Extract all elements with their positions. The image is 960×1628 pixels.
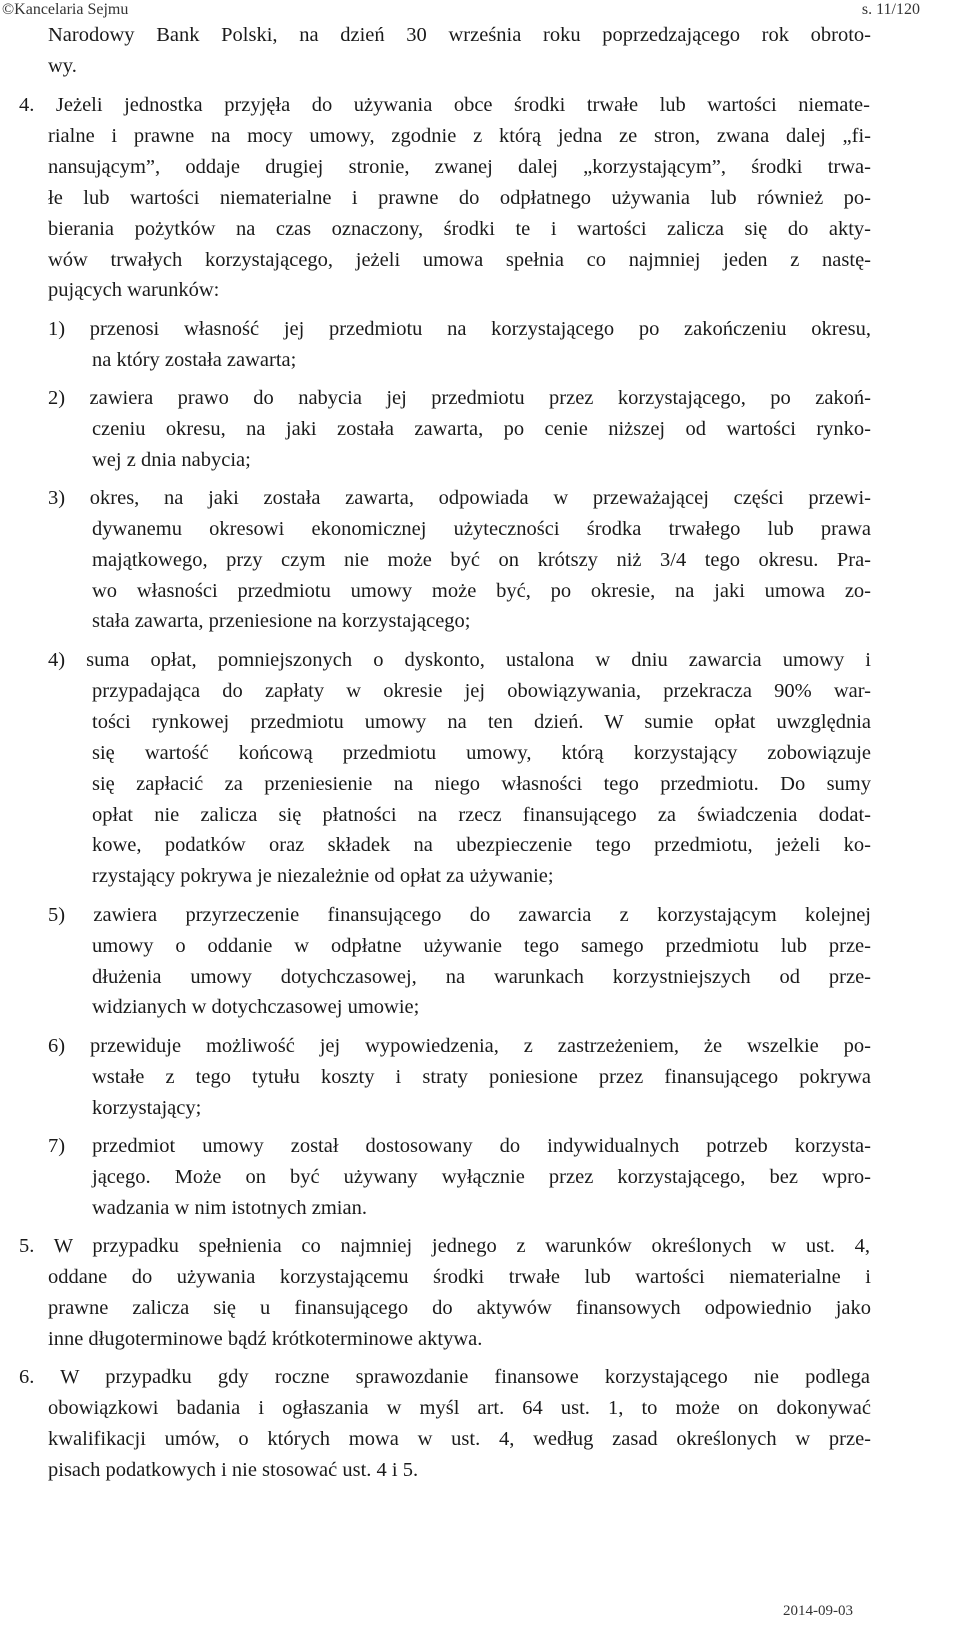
list-item-line: 4) suma opłat, pomniejszonych o dyskonto, ustalona w dniu zawarcia umowy i [48, 649, 871, 671]
text-line: prawne zalicza się u finansującego do aktywów finansowych odpowiednio jako [48, 1297, 871, 1319]
text-line: łe lub wartości niematerialne i prawne do odpłatnego używania lub również po- [48, 187, 871, 209]
text-line: nansującym”, oddaje drugiej stronie, zwanej dalej „korzystającym”, środki trwa- [48, 156, 871, 178]
text-line: oddane do używania korzystającemu środki trwałe lub wartości niematerialne i [48, 1266, 871, 1288]
list-item-line: korzystający; [92, 1097, 202, 1119]
list-item-line: dywanemu okresowi ekonomicznej użyteczności środka trwałego lub prawa [92, 518, 871, 540]
list-item-line: dłużenia umowy dotychczasowej, na warunkach korzystniejszych od prze- [92, 966, 871, 988]
list-item-line: 3) okres, na jaki została zawarta, odpowiada w przeważającej części przewi- [48, 487, 871, 509]
list-item-line: widzianych w dotychczasowej umowie; [92, 996, 420, 1018]
list-item-line: wstałe z tego tytułu koszty i straty poniesione przez finansującego pokrywa [92, 1066, 871, 1088]
text-line: wów trwałych korzystającego, jeżeli umowa spełnia co najmniej jeden z nastę- [48, 249, 871, 271]
text-line: 4. Jeżeli jednostka przyjęła do używania obce środki trwałe lub wartości niemate- [19, 94, 870, 116]
footer-date: 2014-09-03 [783, 1603, 853, 1619]
list-item-line: 1) przenosi własność jej przedmiotu na korzystającego po zakończeniu okresu, [48, 318, 871, 340]
list-item-line: się zapłacić za przeniesienie na niego własności tego przedmiotu. Do sumy [92, 773, 871, 795]
list-item-line: tości rynkowej przedmiotu umowy na ten dzień. W sumie opłat uwzględnia [92, 711, 871, 733]
list-item-line: stała zawarta, przeniesione na korzystającego; [92, 610, 471, 632]
text-line: obowiązkowi badania i ogłaszania w myśl art. 64 ust. 1, to może on dokonywać [48, 1397, 871, 1419]
list-item-line: przypadająca do zapłaty w okresie jej obowiązywania, przekracza 90% war- [92, 680, 871, 702]
list-item-line: 2) zawiera prawo do nabycia jej przedmiotu przez korzystającego, po zakoń- [48, 387, 871, 409]
list-item-line: wej z dnia nabycia; [92, 449, 251, 471]
list-item-line: wo własności przedmiotu umowy może być, po okresie, na jaki umowa zo- [92, 580, 871, 602]
list-item-line: kowe, podatków oraz składek na ubezpieczenie tego przedmiotu, jeżeli ko- [92, 834, 871, 856]
list-item-line: czeniu okresu, na jaki została zawarta, po cenie niższej od wartości rynko- [92, 418, 871, 440]
text-line: rialne i prawne na mocy umowy, zgodnie z którą jedna ze stron, zwana dalej „fi- [48, 125, 871, 147]
text-line: 6. W przypadku gdy roczne sprawozdanie finansowe korzystającego nie podlega [19, 1366, 870, 1388]
text-line: pujących warunków: [48, 279, 220, 301]
list-item-line: 5) zawiera przyrzeczenie finansującego do zawarcia z korzystającym kolejnej [48, 904, 871, 926]
list-item-line: się wartość końcową przedmiotu umowy, którą korzystający zobowiązuje [92, 742, 871, 764]
list-item-line: opłat nie zalicza się płatności na rzecz finansującego za świadczenia dodat- [92, 804, 871, 826]
list-item-line: 7) przedmiot umowy został dostosowany do indywidualnych potrzeb korzysta- [48, 1135, 871, 1157]
list-item-line: wadzania w nim istotnych zmian. [92, 1197, 367, 1219]
page-number: s. 11/120 [861, 1, 920, 18]
text-line: 5. W przypadku spełnienia co najmniej jednego z warunków określonych w ust. 4, [19, 1235, 870, 1257]
text-line: pisach podatkowych i nie stosować ust. 4 i 5. [48, 1459, 419, 1481]
text-line: kwalifikacji umów, o których mowa w ust. 4, według zasad określonych w prze- [48, 1428, 871, 1450]
list-item-line: umowy o oddanie w odpłatne używanie tego samego przedmiotu lub prze- [92, 935, 871, 957]
list-item-line: majątkowego, przy czym nie może być on krótszy niż 3/4 tego okresu. Pra- [92, 549, 871, 571]
list-item-line: jącego. Może on być używany wyłącznie przez korzystającego, bez wpro- [92, 1166, 871, 1188]
list-item-line: 6) przewiduje możliwość jej wypowiedzenia, z zastrzeżeniem, że wszelkie po- [48, 1035, 871, 1057]
list-item-line: rzystający pokrywa je niezależnie od opłat za używanie; [92, 865, 554, 887]
list-item-line: na który została zawarta; [92, 349, 297, 371]
text-line: Narodowy Bank Polski, na dzień 30 września roku poprzedzającego rok obroto- [48, 24, 871, 46]
text-line: bierania pożytków na czas oznaczony, środki te i wartości zalicza się do akty- [48, 218, 871, 240]
text-line: wy. [48, 55, 77, 77]
text-line: inne długoterminowe bądź krótkoterminowe aktywa. [48, 1328, 483, 1350]
header-copyright: ©Kancelaria Sejmu [2, 1, 129, 18]
